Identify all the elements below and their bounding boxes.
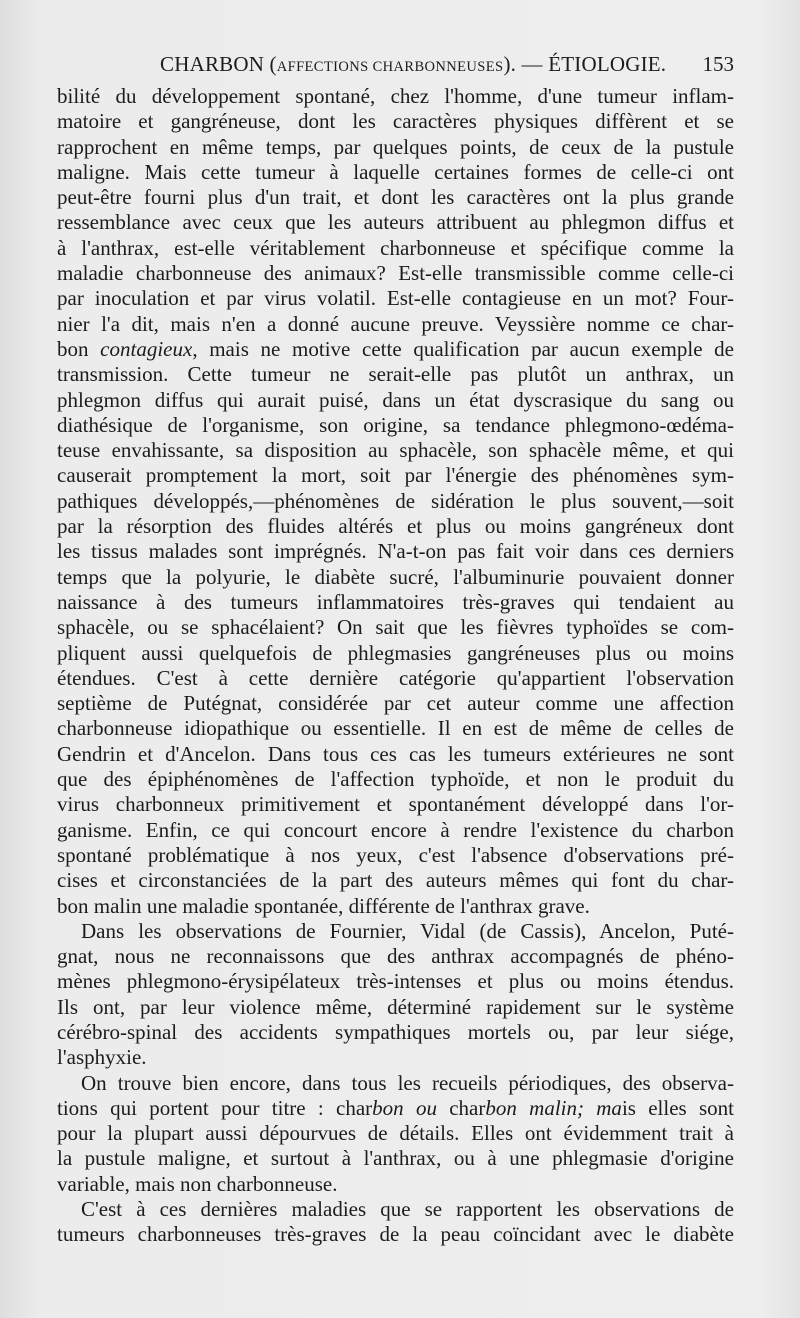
text-line: bon malin une maladie spontanée, différente de l'anthrax grave. xyxy=(57,893,590,918)
page-body-text xyxy=(57,84,734,1248)
text-line: pliquent aussi quelquefois de phlegmasies gangréneuses plus ou moins xyxy=(57,640,734,665)
text-line: naissance à des tumeurs inflammatoires très-graves qui tendaient au xyxy=(57,589,734,614)
text-line: les tissus malades sont imprégnés. N'a-t-on pas fait voir dans ces derniers xyxy=(57,539,734,564)
text-line: l'asphyxie. xyxy=(57,1045,147,1070)
text-line: par inoculation et par virus volatil. Est-elle contagieuse en un mot? Four- xyxy=(57,286,734,311)
text-line: C'est à ces dernières maladies que se rapportent les observations de xyxy=(81,1197,734,1222)
running-title xyxy=(160,52,666,77)
text-line: gnat, nous ne reconnaissons que des anthrax accompagnés de phéno- xyxy=(57,944,734,969)
text-line: spontané problématique à nos yeux, c'est l'absence d'observations pré- xyxy=(57,842,734,867)
text-line: que des épiphénomènes de l'affection typhoïde, et non le produit du xyxy=(57,767,734,792)
text-line: tions qui portent pour titre : charbon ou charbon malin; mais elles sont xyxy=(57,1095,734,1120)
text-line: ganisme. Enfin, ce qui concourt encore à rendre l'existence du charbon xyxy=(57,817,734,842)
text-line: nier l'a dit, mais n'en a donné aucune preuve. Veyssière nomme ce char- xyxy=(57,311,734,336)
text-line: matoire et gangréneuse, dont les caractères physiques diffèrent et se xyxy=(57,109,734,134)
text-line: ressemblance avec ceux que les auteurs attribuent au phlegmon diffus et xyxy=(57,210,734,235)
text-line: Gendrin et d'Ancelon. Dans tous ces cas les tumeurs extérieures ne sont xyxy=(57,741,734,766)
text-line: par la résorption des fluides altérés et plus ou moins gangréneux dont xyxy=(57,514,734,539)
text-line: rapprochent en même temps, par quelques points, de ceux de la pustule xyxy=(57,134,734,159)
title-main: CHARBON ( xyxy=(160,52,277,76)
text-line: variable, mais non charbonneuse. xyxy=(57,1171,338,1196)
text-line: teuse envahissante, sa disposition au sphacèle, son sphacèle même, et qui xyxy=(57,438,734,463)
text-line: pathiques développés,—phénomènes de sidération le plus souvent,—soit xyxy=(57,488,734,513)
text-line: maligne. Mais cette tumeur à laquelle certaines formes de celle-ci ont xyxy=(57,159,734,184)
text-line: cérébro-spinal des accidents sympathiques mortels ou, par leur siége, xyxy=(57,1019,734,1044)
text-line: cises et circonstanciées de la part des auteurs mêmes qui font du char- xyxy=(57,868,734,893)
title-tail: ). — ÉTIOLOGIE. xyxy=(503,52,667,76)
text-line: mènes phlegmono-érysipélateux très-intenses et plus ou moins étendus. xyxy=(57,969,734,994)
text-line: pour la plupart aussi dépourvues de détails. Elles ont évidemment trait à xyxy=(57,1121,734,1146)
text-line: phlegmon diffus qui aurait puisé, dans un état dyscrasique du sang ou xyxy=(57,387,734,412)
text-line: transmission. Cette tumeur ne serait-elle pas plutôt un anthrax, un xyxy=(57,362,734,387)
text-line: bon contagieux, mais ne motive cette qualification par aucun exemple de xyxy=(57,336,734,361)
text-line: causerait promptement la mort, soit par l'énergie des phénomènes sym- xyxy=(57,463,734,488)
page-number: 153 xyxy=(702,52,734,76)
text-line: Ils ont, par leur violence même, déterminé rapidement sur le système xyxy=(57,994,734,1019)
text-line: diathésique de l'organisme, son origine, sa tendance phlegmono-œdéma- xyxy=(57,412,734,437)
text-line: la pustule maligne, et surtout à l'anthrax, ou à une phlegmasie d'origine xyxy=(57,1146,734,1171)
text-line: tumeurs charbonneuses très-graves de la peau coïncidant avec le diabète xyxy=(57,1222,734,1247)
text-line: à l'anthrax, est-elle véritablement charbonneuse et spécifique comme la xyxy=(57,235,734,260)
text-line: bilité du développement spontané, chez l'homme, d'une tumeur inflam- xyxy=(57,84,734,108)
text-line: sphacèle, ou se sphacélaient? On sait que les fièvres typhoïdes se com- xyxy=(57,615,734,640)
text-line: maladie charbonneuse des animaux? Est-elle transmissible comme celle-ci xyxy=(57,261,734,286)
text-line: On trouve bien encore, dans tous les recueils périodiques, des observa- xyxy=(81,1070,734,1095)
text-line: temps que la polyurie, le diabète sucré, l'albuminurie pouvaient donner xyxy=(57,564,734,589)
text-line: étendues. C'est à cette dernière catégorie qu'appartient l'observation xyxy=(57,665,734,690)
running-header xyxy=(57,50,734,80)
text-line: virus charbonneux primitivement et spontanément développé dans l'or- xyxy=(57,792,734,817)
text-line: charbonneuse idiopathique ou essentielle. Il en est de même de celles de xyxy=(57,716,734,741)
text-line: peut-être fourni plus d'un trait, et dont les caractères ont la plus grande xyxy=(57,185,734,210)
text-line: septième de Putégnat, considérée par cet auteur comme une affection xyxy=(57,691,734,716)
title-small-caps: AFFECTIONS CHARBONNEUSES xyxy=(276,59,504,75)
text-line: Dans les observations de Fournier, Vidal (de Cassis), Ancelon, Puté- xyxy=(81,918,734,943)
